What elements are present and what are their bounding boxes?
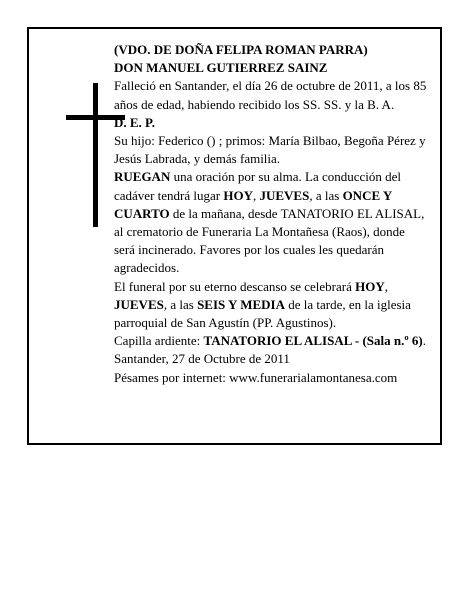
family-line: Su hijo: Federico () ; primos: María Bilbao, Begoña Pérez y Jesús Labrada, y demás familia. <box>114 133 426 167</box>
obituary-text <box>114 41 427 387</box>
conduction-paragraph: RUEGAN una oración por su alma. La conducción del cadáver tendrá lugar HOY, JUEVES, a las ONCE Y CUARTO de la mañana, desde TANATORIO EL ALISAL, al crematorio de Funeraria La Montañesa (Raos), donde será incinerado. Favores por los cuales les quedarán agradecidos. <box>114 169 425 276</box>
date-line: Santander, 27 de Octubre de 2011 <box>114 351 290 367</box>
heading-widow: (VDO. DE DOÑA FELIPA ROMAN PARRA) <box>114 42 368 57</box>
heading-deceased-name: DON MANUEL GUTIERREZ SAINZ <box>114 60 328 76</box>
obituary-notice <box>27 27 442 445</box>
capilla-line: Capilla ardiente: TANATORIO EL ALISAL - (Sala n.º 6). <box>114 333 426 349</box>
funeral-paragraph: El funeral por su eterno descanso se celebrará HOY, JUEVES, a las SEIS Y MEDIA de la tarde, en la iglesia parroquial de San Agustín (PP. Agustinos). <box>114 278 411 331</box>
dep-line: D. E. P. <box>114 114 156 130</box>
death-details: Falleció en Santander, el día 26 de octubre de 2011, a los 85 años de edad, habiendo recibido los SS. SS. y la B. A. <box>114 78 427 112</box>
condolences-line: Pésames por internet: www.funerarialamontanesa.com <box>114 369 398 385</box>
